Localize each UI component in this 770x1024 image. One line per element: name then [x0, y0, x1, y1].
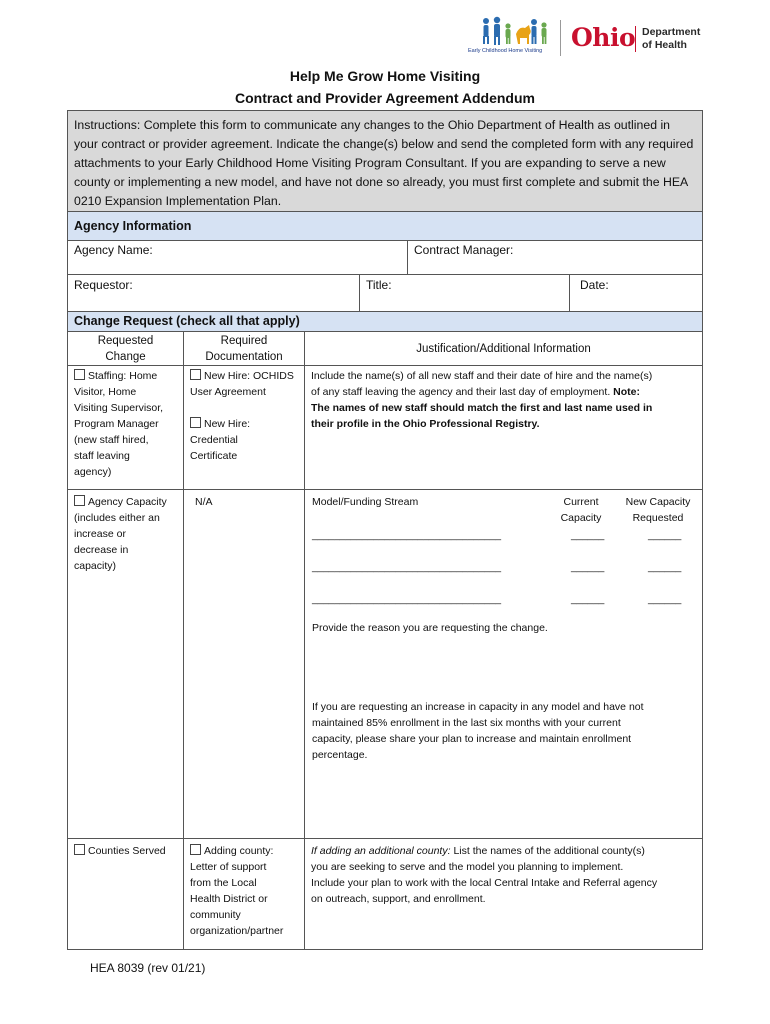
model-funding-label: Model/Funding Stream — [312, 496, 419, 508]
reason-field[interactable] — [310, 640, 698, 692]
capacity-line: Agency Capacity — [88, 496, 167, 508]
model-blank-3[interactable]: __________________________________ — [312, 594, 502, 605]
capacity-doc-cell: N/A — [195, 496, 213, 508]
col-header-required-documentation — [184, 333, 304, 365]
date-label: Date: — [580, 278, 609, 292]
capacity-line: (includes either an — [74, 512, 160, 524]
divider — [304, 331, 305, 950]
form-title: Help Me Grow Home Visiting — [289, 68, 481, 84]
justification-text: Include your plan to work with the local Central Intake and Referral agency — [311, 877, 658, 889]
increase-line: If you are requesting an increase in capacity in any model and have not — [312, 701, 644, 713]
doc-line: from the Local — [190, 877, 257, 889]
col2-line2: Documentation — [205, 351, 283, 363]
reason-prompt: Provide the reason you are requesting the change. — [312, 622, 548, 634]
new-capacity-header — [617, 494, 699, 526]
staffing-line: (new staff hired, — [74, 434, 149, 446]
divider — [183, 331, 184, 950]
justification-text: of any staff leaving the agency and their last day of employment. — [311, 386, 614, 398]
doc-line: Adding county: — [204, 845, 274, 857]
credential-certificate-checkbox[interactable] — [190, 417, 201, 428]
staffing-line: Staffing: Home — [88, 370, 158, 382]
doc-line: Letter of support — [190, 861, 267, 873]
form-number-footer: HEA 8039 (rev 01/21) — [90, 961, 206, 975]
contract-manager-field[interactable] — [408, 241, 702, 274]
doc-line: Health District or — [190, 893, 268, 905]
doc-line: User Agreement — [190, 386, 266, 398]
divider — [68, 365, 702, 366]
staffing-doc-cell — [190, 368, 302, 464]
new-blank-1[interactable]: ______ — [648, 530, 682, 541]
staffing-justification-cell — [311, 368, 701, 432]
capacity-line: increase or — [74, 528, 126, 540]
title-label: Title: — [366, 278, 392, 292]
date-field[interactable] — [570, 275, 702, 311]
doc-line: organization/partner — [190, 925, 284, 937]
ohio-logo-word: Ohio — [571, 23, 636, 52]
doc-line: Certificate — [190, 450, 238, 462]
staffing-line: agency) — [74, 466, 112, 478]
requestor-label: Requestor: — [74, 278, 133, 292]
adding-county-checkbox[interactable] — [190, 844, 201, 855]
justification-text: on outreach, support, and enrollment. — [311, 893, 486, 905]
increase-line: percentage. — [312, 749, 368, 761]
capacity-line: capacity) — [74, 560, 117, 572]
note-text: their profile in the Ohio Professional Registry. — [311, 418, 540, 430]
col1-line1: Requested — [97, 335, 154, 347]
ochids-agreement-checkbox[interactable] — [190, 369, 201, 380]
counties-doc-cell — [190, 843, 302, 939]
family-figures-icon — [480, 16, 550, 46]
doc-line: Credential — [190, 434, 238, 446]
current-blank-3[interactable]: ______ — [571, 594, 605, 605]
increase-plan-field[interactable] — [310, 766, 698, 836]
divider — [68, 331, 702, 332]
agency-info-heading: Agency Information — [68, 212, 702, 240]
divider — [68, 838, 702, 839]
ech-logo-text: Early Childhood Home Visiting — [468, 48, 543, 54]
agency-capacity-checkbox[interactable] — [74, 495, 85, 506]
counties-change-cell — [74, 843, 182, 859]
current-line1: Current — [563, 496, 599, 508]
model-blank-1[interactable]: __________________________________ — [312, 530, 502, 541]
increase-plan-prompt — [312, 699, 700, 763]
change-request-heading: Change Request (check all that apply) — [68, 312, 702, 331]
new-blank-2[interactable]: ______ — [648, 562, 682, 573]
current-line2: Capacity — [560, 512, 602, 524]
model-blank-2[interactable]: __________________________________ — [312, 562, 502, 573]
ohio-logo-divider — [635, 26, 636, 52]
note-text: The names of new staff should match the first and last name used in — [311, 402, 653, 414]
staffing-change-cell — [74, 368, 182, 480]
note-label: Note: — [613, 386, 640, 398]
counties-label: Counties Served — [88, 845, 166, 857]
new-line2: Requested — [632, 512, 684, 524]
form-subtitle: Contract and Provider Agreement Addendum — [234, 90, 535, 106]
ohio-department-text — [642, 26, 700, 51]
title-field[interactable] — [360, 275, 569, 311]
staffing-line: staff leaving — [74, 450, 130, 462]
agency-name-field[interactable] — [68, 241, 407, 274]
staffing-checkbox[interactable] — [74, 369, 85, 380]
current-blank-1[interactable]: ______ — [571, 530, 605, 541]
justification-text: you are seeking to serve and the model you planning to implement. — [311, 861, 624, 873]
requestor-field[interactable] — [68, 275, 359, 311]
logo-divider — [560, 20, 561, 56]
counties-justification-cell — [311, 843, 701, 907]
dept-line2: of Health — [642, 38, 687, 51]
col-header-requested-change — [68, 333, 183, 365]
current-blank-2[interactable]: ______ — [571, 562, 605, 573]
staffing-line: Program Manager — [74, 418, 159, 430]
staffing-line: Visiting Supervisor, — [74, 402, 164, 414]
counties-served-checkbox[interactable] — [74, 844, 85, 855]
early-childhood-home-visiting-logo — [468, 16, 554, 58]
justification-text: Include the name(s) of all new staff and their date of hire and the name(s) — [311, 370, 653, 382]
capacity-change-cell — [74, 494, 182, 574]
staffing-line: Visitor, Home — [74, 386, 137, 398]
increase-line: maintained 85% enrollment in the last six months with your current — [312, 717, 621, 729]
county-italic-lead: If adding an additional county: — [311, 845, 451, 857]
justification-text: List the names of the additional county(s) — [450, 845, 645, 857]
new-line1: New Capacity — [625, 496, 691, 508]
current-capacity-header — [548, 494, 614, 526]
col2-line1: Required — [220, 335, 268, 347]
doc-line: New Hire: OCHIDS — [204, 370, 294, 382]
contract-manager-label: Contract Manager: — [414, 243, 514, 257]
divider — [68, 489, 702, 490]
doc-line: New Hire: — [204, 418, 251, 430]
instructions-text: Instructions: Complete this form to communicate any changes to the Ohio Department of Health as outlined in your contract or provider agreement. Indicate the change(s) below and send the completed form with any required attachments to your Early Childhood Home Visiting Program Consultant. If you are expanding to serve a new county or implementing a new model, and have not done so already, you must first complete and submit the HEA 0210 Expansion Implementation Plan. — [68, 111, 702, 211]
dept-line1: Department — [642, 26, 701, 38]
increase-line: capacity, please share your plan to increase and maintain enrollment — [312, 733, 632, 745]
col-header-justification: Justification/Additional Information — [416, 343, 591, 355]
agency-name-label: Agency Name: — [74, 243, 153, 257]
col1-line2: Change — [105, 351, 146, 363]
capacity-line: decrease in — [74, 544, 129, 556]
new-blank-3[interactable]: ______ — [648, 594, 682, 605]
doc-line: community — [190, 909, 241, 921]
